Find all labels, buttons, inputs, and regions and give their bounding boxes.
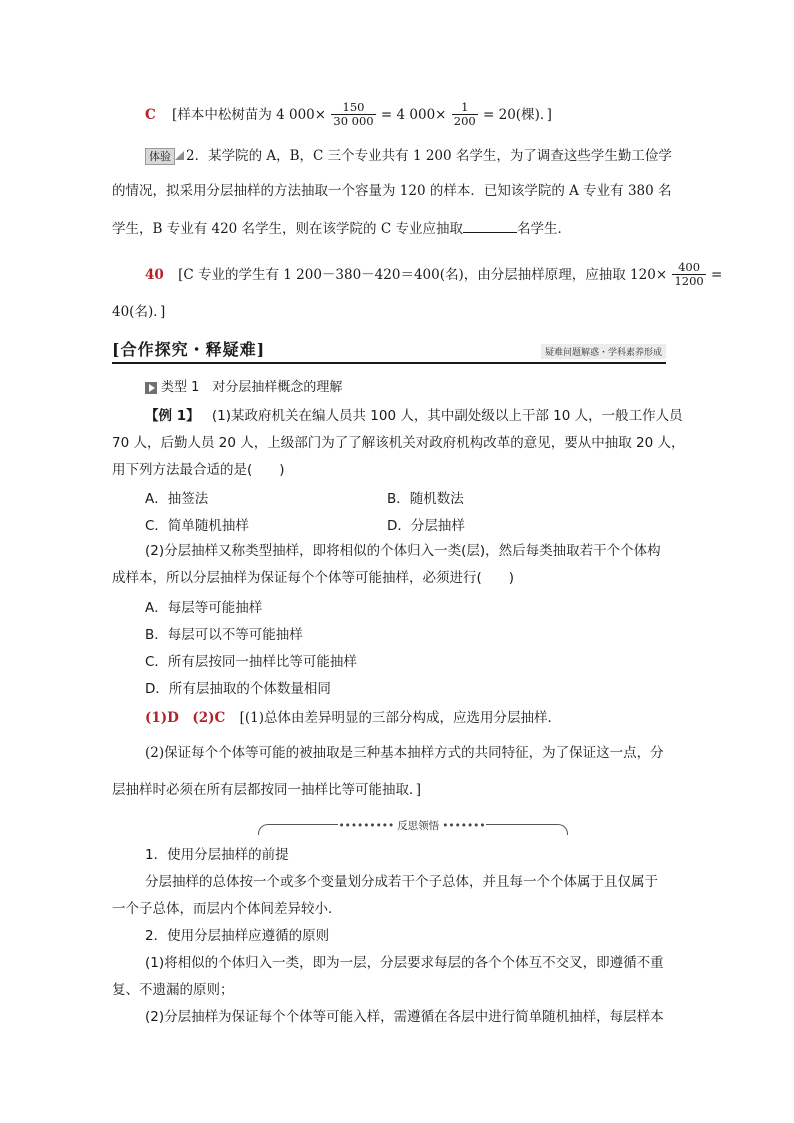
example-1-q1-line-3: 用下列方法最合适的是( ) [112,462,285,478]
answer-2-value: 40 [145,267,164,283]
reflection-p1-line-1: 分层抽样的总体按一个或多个变量划分成若干个子总体，并且每一个个体属于且仅属于 [145,874,658,890]
example-1-q2-line-1: (2)分层抽样又称类型抽样，即将相似的个体归入一类(层)，然后每类抽取若干个个体构 [145,543,661,559]
q1-option-a: A．抽签法 [145,491,209,507]
example-1-tag: 【例 1】 [145,408,200,424]
reflection-p1-line-2: 一个子总体，而层内个体间差异较小． [112,901,342,917]
type-1-heading [145,376,342,395]
experience-tag: 体验 [145,148,175,165]
answer-2-line-2: 40(名)．] [112,304,166,320]
reflection-p2-line-2: 复、不遗漏的原则； [112,982,234,998]
answer-3-line-2: (2)保证每个个体等可能的被抽取是三种基本抽样方式的共同特征，为了保证这一点，分 [145,745,664,761]
experience-2-line-3 [112,218,571,239]
example-1-line-1 [145,406,683,426]
experience-2-text-1: 2．某学院的 A，B，C 三个专业共有 1 200 名学生，为了调查这些学生勤工俭学 [186,148,672,164]
section-title: [合作探究・释疑难] [112,340,266,359]
experience-2-line-2: 的情况，拟采用分层抽样的方法抽取一个容量为 120 的样本．已知该学院的 A 专业有 380 名 [112,183,672,199]
experience-2-text-3b: 名学生． [516,221,571,237]
answer-1-letter: C [145,107,156,123]
q1-option-c: C．简单随机抽样 [145,518,249,534]
type-1-label: 类型 1 对分层抽样概念的理解 [161,380,343,395]
reflection-divider [258,818,566,834]
experience-2-text-3: 学生，B 专业有 420 名学生，则在该学院的 C 专业应抽取 [112,221,463,237]
fraction-3-numerator: 400 [678,260,701,274]
q2-option-a: A．每层等可能抽样 [145,600,263,616]
example-1-q1-line-2: 70 人，后勤人员 20 人，上级部门为了了解该机关对政府机构改革的意见，要从中抽取 20 人， [112,435,685,451]
experience-2-line-1 [145,146,672,166]
fraction-2-denominator: 200 [453,114,476,128]
q2-option-d: D．所有层抽取的个体数量相同 [145,681,331,697]
example-1-q1-text-1: (1)某政府机关在编人员共 100 人，其中副处级以上干部 10 人，一般工作人员 [211,408,683,424]
fraction-3-denominator: 1200 [674,274,704,288]
answer-3-line-3: 层抽样时必须在所有层都按同一抽样比等可能抽取．] [112,782,422,798]
fraction-1-numerator: 150 [342,100,365,114]
answer-3-value: (1)D (2)C [145,710,226,726]
q2-option-c: C．所有层按同一抽样比等可能抽样 [145,654,357,670]
fraction-2 [452,101,478,128]
reflection-title: 反思领悟 [394,820,442,832]
answer-1-line [145,102,552,129]
example-1-q2-line-2: 成样本，所以分层抽样为保证每个个体等可能抽样，必须进行( ) [112,570,515,586]
answer-blank [463,218,517,233]
answer-1-pre: [样本中松树苗为 4 000× [172,107,327,123]
q2-option-b: B．每层可以不等可能抽样 [145,627,303,643]
answer-1-mid: = 4 000× [380,107,447,123]
fraction-1-denominator: 30 000 [333,114,374,128]
answer-2-text: [C 专业的学生有 1 200－380－420＝400(名)，由分层抽样原理，应抽取 120× [178,267,668,283]
reflection-heading-1: 1．使用分层抽样的前提 [145,847,289,863]
q1-option-d: D．分层抽样 [387,518,465,534]
reflection-p2-line-1: (1)将相似的个体归入一类，即为一层，分层要求每层的各个个体互不交叉，即遵循不重 [145,955,664,971]
fraction-2-numerator: 1 [461,100,469,114]
tag-corner-icon [175,151,184,160]
section-header [112,338,666,364]
answer-3-line-1 [145,708,561,728]
reflection-label: ••••••••• 反思领悟 ••••••• [338,820,486,832]
reflection-p3-line-1: (2)分层抽样为保证每个个体等可能入样，需遵循在各层中进行简单随机抽样，每层样本 [145,1009,664,1025]
q1-option-b: B．随机数法 [387,491,464,507]
answer-1-post: = 20(棵)．] [483,107,552,123]
fraction-1 [331,101,375,128]
answer-3-text-1: [(1)总体由差异明显的三部分构成，应选用分层抽样． [239,710,561,726]
play-icon [145,382,157,394]
fraction-3 [672,261,705,288]
reflection-heading-2: 2．使用分层抽样应遵循的原则 [145,928,330,944]
answer-2-eq: = [711,267,723,283]
answer-2-line [145,262,722,289]
section-badge: 疑难问题解惑・学科素养形成 [541,344,666,359]
